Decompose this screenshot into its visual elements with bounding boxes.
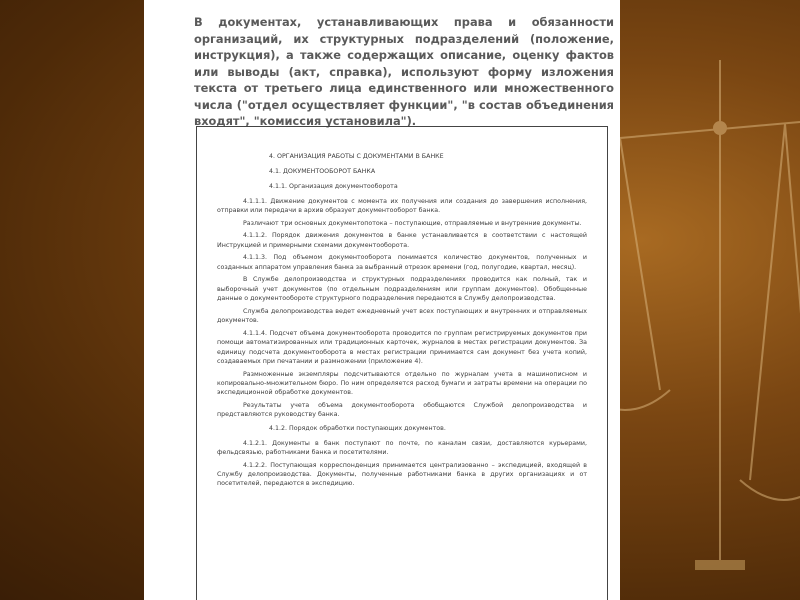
slide-content	[144, 0, 620, 600]
document-paragraph: 4.1.1.3. Под объемом документооборота понимается количество документов, полученных и созданных аппаратом управления банка за выбранный отрезок времени (год, полугодие, квартал, месяц).	[217, 254, 587, 271]
document-heading-3: 4.1.1. Организация документооборота	[269, 182, 398, 190]
intro-text: В документах, устанавливающих права и обязанности организаций, их структурных подразделений (положение, инструкция), а также содержащих описание, оценку фактов или выводы (акт, справка), используют форму изложения текста от третьего лица единственного или множественного числа ("отдел осуществляет функции", "в состав объединения входят", "комиссия установила").	[194, 15, 614, 128]
document-paragraph: Размноженные экземпляры подсчитываются отдельно по журналам учета в машинописном и копировально-множительном бюро. По ним определяется расход бумаги и затраты времени на операции по экспедиционной обработке документов.	[217, 370, 587, 397]
document-paragraph: 4.1.1.4. Подсчет объема документооборота проводится по группам регистрируемых документов при помощи автоматизированных или традиционных карточек, журналов в местах регистрации документов. За единицу подсчета документооборота в местах регистрации принимается сам документ без учета копий, создаваемых при печатании и размножении (приложение 4).	[217, 329, 587, 365]
document-heading-2: 4.1. ДОКУМЕНТООБОРОТ БАНКА	[269, 167, 376, 175]
document-paragraph: 4.1.1.2. Порядок движения документов в банке устанавливается в соответствии с настоящей Инструкцией и примерными схемами документооборота.	[217, 232, 587, 249]
document-paragraph: Результаты учета объема документооборота обобщаются Службой делопроизводства и представляются руководству банка.	[217, 401, 587, 419]
scales-of-justice-image	[600, 0, 800, 600]
document-paragraph: 4.1.2.1. Документы в банк поступают по почте, по каналам связи, доставляются курьерами, фельдсвязью, работниками банка и посетителями.	[217, 439, 587, 457]
document-paragraph: Различают три основных документопотока – поступающие, отправляемые и внутренние документы.	[243, 219, 582, 227]
document-page-image	[196, 126, 608, 600]
document-paragraph: Служба делопроизводства ведет ежедневный учет всех поступающих и внутренних и отправляемых документов.	[217, 307, 587, 325]
document-body	[217, 152, 587, 492]
document-heading-4: 4.1.2. Порядок обработки поступающих документов.	[269, 424, 446, 432]
document-paragraph: 4.1.1.1. Движение документов с момента их получения или создания до завершения исполнения, отправки или передачи в архив образует документооборот банка.	[217, 197, 587, 215]
document-heading-1: 4. ОРГАНИЗАЦИЯ РАБОТЫ С ДОКУМЕНТАМИ В БАНКЕ	[269, 153, 444, 160]
document-paragraph: В Службе делопроизводства и структурных подразделениях проводится как полный, так и выборочный учет документов (по отдельным подразделениям или группам документов). Обобщенные данные о документообороте структурного подразделения передаются в Службу делопроизводства.	[217, 276, 587, 303]
document-paragraph: 4.1.2.2. Поступающая корреспонденция принимается централизованно – экспедицией, входящей в Службу делопроизводства. Документы, полученные работниками банка в других организациях и от посетителей, передаются в экспедицию.	[217, 461, 587, 488]
